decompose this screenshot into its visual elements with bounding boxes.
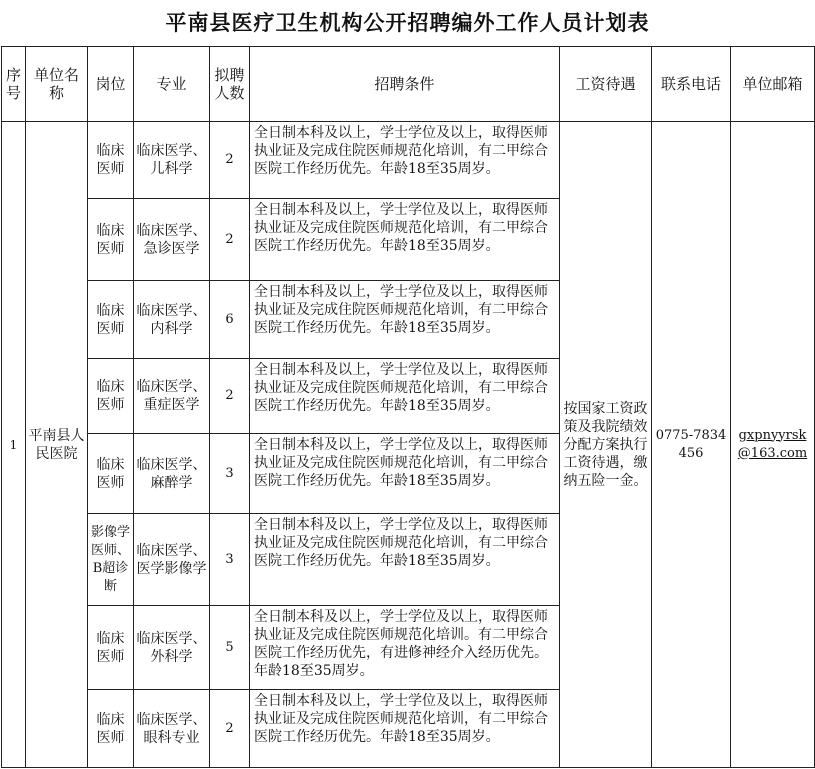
count-cell: 5 <box>210 606 250 690</box>
requirements-cell: 全日制本科及以上，学士学位及以上，取得医师执业证及完成住院医师规范化培训，有二甲综合医院工作经历优先。年龄18至35周岁。 <box>250 514 560 606</box>
header-email: 单位邮箱 <box>731 47 815 122</box>
count-cell: 6 <box>210 281 250 359</box>
count-cell: 2 <box>210 122 250 199</box>
seq-cell: 1 <box>2 122 26 768</box>
major-cell: 临床医学、儿科学 <box>134 122 210 199</box>
post-cell: 临床医师 <box>88 199 134 281</box>
major-cell: 临床医学、医学影像学 <box>134 514 210 606</box>
header-major: 专业 <box>134 47 210 122</box>
document-title: 平南县医疗卫生机构公开招聘编外工作人员计划表 <box>165 10 650 35</box>
requirements-cell: 全日制本科及以上，学士学位及以上，取得医师执业证及完成住院医师规范化培训，有二甲综合医院工作经历优先。年龄18至35周岁。 <box>250 690 560 768</box>
count-cell: 3 <box>210 514 250 606</box>
post-cell: 临床医师 <box>88 434 134 514</box>
major-cell: 临床医学、外科学 <box>134 606 210 690</box>
header-seq: 序号 <box>2 47 26 122</box>
header-phone: 联系电话 <box>652 47 731 122</box>
requirements-cell: 全日制本科及以上，学士学位及以上，取得医师执业证及完成住院医师规范化培训，有二甲综合医院工作经历优先。年龄18至35周岁。 <box>250 199 560 281</box>
requirements-cell: 全日制本科及以上，学士学位及以上，取得医师执业证及完成住院医师规范化培训，有二甲综合医院工作经历优先。年龄18至35周岁。 <box>250 434 560 514</box>
requirements-cell: 全日制本科及以上，学士学位及以上，取得医师执业证及完成住院医师规范化培训，有二甲综合医院工作经历优先。年龄18至35周岁。 <box>250 281 560 359</box>
post-cell: 临床医师 <box>88 359 134 434</box>
header-count: 拟聘人数 <box>210 47 250 122</box>
post-cell: 临床医师 <box>88 690 134 768</box>
requirements-cell: 全日制本科及以上，学士学位及以上，取得医师执业证及完成住院医师规范化培训。有二甲综合医院工作经历优先，有进修神经介入经历优先。年龄18至35周岁。 <box>250 606 560 690</box>
post-cell: 临床医师 <box>88 606 134 690</box>
header-row <box>2 47 815 122</box>
count-cell: 2 <box>210 199 250 281</box>
major-cell: 临床医学、眼科专业 <box>134 690 210 768</box>
count-cell: 2 <box>210 690 250 768</box>
unit-name-cell: 平南县人民医院 <box>26 122 88 768</box>
header-post: 岗位 <box>88 47 134 122</box>
email-cell[interactable]: gxpnyyrsk@163.com <box>731 122 815 768</box>
major-cell: 临床医学、内科学 <box>134 281 210 359</box>
major-cell: 临床医学、麻醉学 <box>134 434 210 514</box>
major-cell: 临床医学、急诊医学 <box>134 199 210 281</box>
phone-cell: 0775-7834456 <box>652 122 731 768</box>
requirements-cell: 全日制本科及以上，学士学位及以上，取得医师执业证及完成住院医师规范化培训，有二甲综合医院工作经历优先。年龄18至35周岁。 <box>250 359 560 434</box>
count-cell: 2 <box>210 359 250 434</box>
count-cell: 3 <box>210 434 250 514</box>
header-requirements: 招聘条件 <box>250 47 560 122</box>
post-cell: 临床医师 <box>88 122 134 199</box>
header-unit: 单位名称 <box>26 47 88 122</box>
header-salary: 工资待遇 <box>560 47 652 122</box>
salary-cell: 按国家工资政策及我院绩效分配方案执行工资待遇，缴纳五险一金。 <box>560 122 652 768</box>
requirements-cell: 全日制本科及以上，学士学位及以上，取得医师执业证及完成住院医师规范化培训，有二甲综合医院工作经历优先。年龄18至35周岁。 <box>250 122 560 199</box>
post-cell: 临床医师 <box>88 281 134 359</box>
table-row <box>2 122 815 199</box>
recruitment-plan-table <box>1 46 815 768</box>
major-cell: 临床医学、重症医学 <box>134 359 210 434</box>
post-cell: 影像学医师、B超诊断 <box>88 514 134 606</box>
